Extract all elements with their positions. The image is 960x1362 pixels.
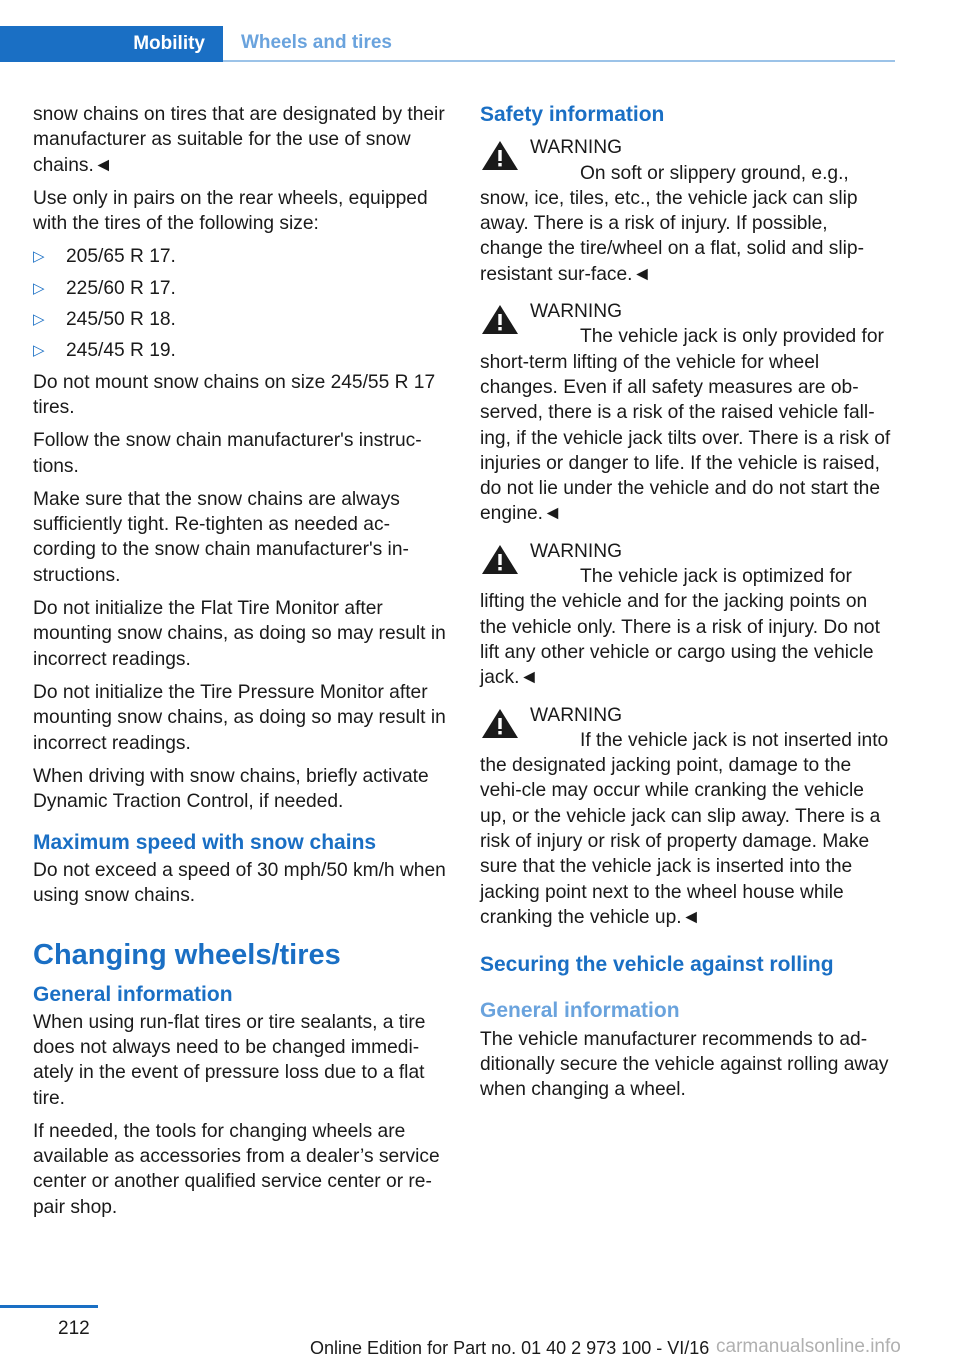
list-item: ▷ 245/50 R 18. (33, 307, 451, 332)
heading-securing-vehicle: Securing the vehicle against rolling (480, 953, 834, 977)
paragraph: The vehicle manufacturer recommends to ad‐ditionally secure the vehicle against rolling away when changing a wheel. (480, 1028, 889, 1101)
triangle-bullet-icon: ▷ (33, 311, 45, 329)
heading-max-speed: Maximum speed with snow chains (33, 831, 377, 855)
section-tab-mobility: Mobility (0, 26, 223, 62)
warning-block (480, 703, 894, 931)
paragraph: Use only in pairs on the rear wheels, equipped with the tires of the following size: (33, 187, 428, 235)
edition-note: Online Edition for Part no. 01 40 2 973 100 - VI/16 (310, 1338, 710, 1358)
list-item: ▷ 205/65 R 17. (33, 244, 451, 269)
paragraph: Do not exceed a speed of 30 mph/50 km/h when using snow chains. (33, 859, 446, 907)
warning-triangle-icon (480, 706, 520, 740)
warning-block (480, 539, 894, 691)
right-column (480, 102, 894, 1111)
paragraph: snow chains on tires that are designated by their manufacturer as suitable for the use of snow chains.◄ (33, 104, 445, 176)
paragraph: Do not initialize the Flat Tire Monitor after mounting snow chains, as doing so may result in incorrect readings. (33, 598, 446, 670)
heading-general-information: General information (33, 983, 233, 1007)
left-column (33, 102, 451, 1228)
paragraph: If needed, the tools for changing wheels are available as accessories from a dealer’s service center or another qualified service center or re‐pair shop. (33, 1120, 440, 1218)
heading-general-information: General information (480, 998, 680, 1022)
list-item: ▷ 245/45 R 19. (33, 338, 451, 363)
watermark: carmanualsonline.info (716, 1336, 901, 1357)
paragraph: When using run-flat tires or tire sealants, a tire does not always need to be changed immedi‐ately in the event of pressure loss due to a flat tire. (33, 1011, 426, 1109)
page-number: 212 (58, 1318, 90, 1339)
heading-safety-information: Safety information (480, 103, 665, 126)
tire-size-list (33, 244, 451, 363)
page-header (0, 26, 895, 62)
warning-text: If the vehicle jack is not inserted into the designated jacking point, damage to the vehi‐cle may occur while cranking the vehicle up, or the vehicle jack can slip away. There is a risk of injury or risk of property damage. Make sure that the vehicle jack is inserted into the jacking point next to the wheel house while cranking the vehicle up.◄ (480, 729, 889, 928)
warning-text: The vehicle jack is optimized for lifting the vehicle and for the jacking points on the vehicle only. There is a risk of injury. Do not lift any other vehicle or cargo using the vehicle jack.◄ (480, 566, 880, 689)
paragraph: Follow the snow chain manufacturer's instruc‐tions. (33, 430, 422, 477)
triangle-bullet-icon: ▷ (33, 342, 45, 360)
warning-triangle-icon (480, 542, 520, 576)
warning-block (480, 299, 894, 527)
list-item: ▷ 225/60 R 17. (33, 276, 451, 301)
paragraph: Make sure that the snow chains are always sufficiently tight. Re-tighten as needed ac‐cording to the snow chain manufacturer's in‐structions. (33, 488, 409, 586)
warning-label: WARNING (530, 704, 623, 726)
paragraph: When driving with snow chains, briefly activate Dynamic Traction Control, if needed. (33, 765, 429, 813)
footer-rule (0, 1305, 98, 1308)
warning-text: On soft or slippery ground, e.g., snow, ice, tiles, etc., the vehicle jack can slip away. There is a risk of injury. If possible, change the tire/wheel on a flat, solid and slip-resistant sur‐face.◄ (480, 162, 864, 285)
section-tab-wheels-and-tires: Wheels and tires (223, 26, 895, 62)
warning-triangle-icon (480, 138, 520, 172)
triangle-bullet-icon: ▷ (33, 248, 45, 266)
heading-changing-wheels: Changing wheels/tires (33, 939, 341, 972)
paragraph: Do not initialize the Tire Pressure Monitor after mounting snow chains, as doing so may result in incorrect readings. (33, 681, 446, 754)
warning-label: WARNING (530, 301, 623, 323)
warning-triangle-icon (480, 302, 520, 336)
warning-block (480, 135, 894, 287)
triangle-bullet-icon: ▷ (33, 279, 45, 297)
warning-text: The vehicle jack is only provided for short-term lifting of the vehicle for wheel changes. Even if all safety measures are ob‐served, there is a risk of the raised vehicle fall‐ing, if the vehicle jack tilts over. There is a risk of injuries or danger to life. If the vehicle is raised, do not lie under the vehicle and do not start the engine.◄ (480, 326, 891, 525)
warning-label: WARNING (530, 540, 623, 562)
warning-label: WARNING (530, 137, 623, 159)
paragraph: Do not mount snow chains on size 245/55 R 17 tires. (33, 371, 436, 418)
